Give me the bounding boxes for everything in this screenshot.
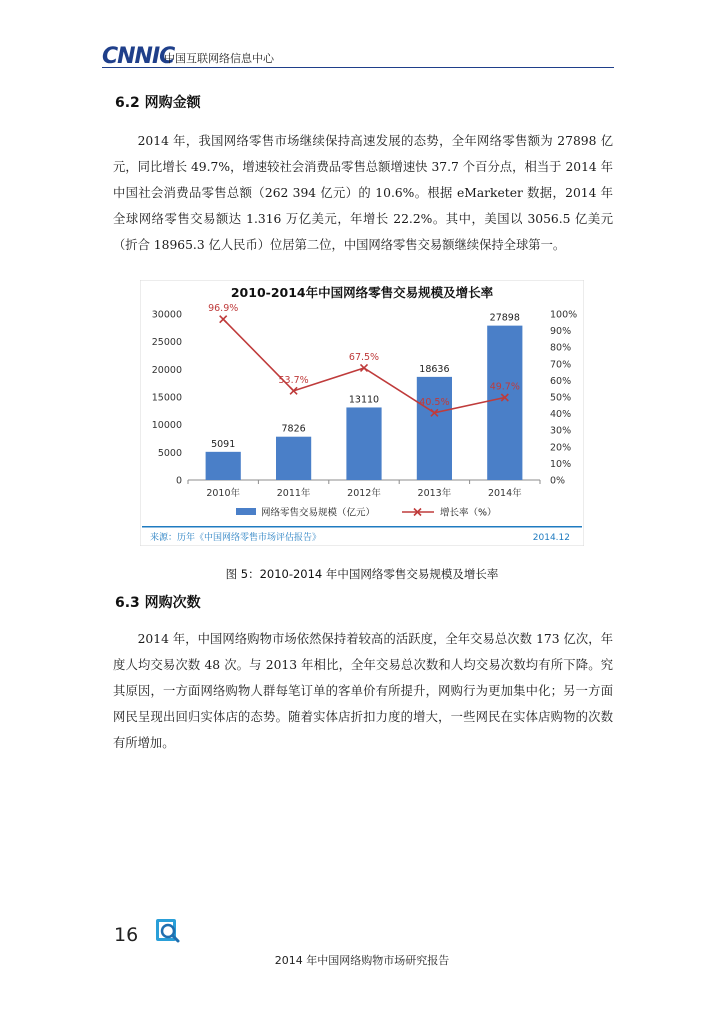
y2-tick-label: 60% [550,375,572,387]
chart-figure [140,280,584,546]
legend-bar-label: 网络零售交易规模（亿元） [261,507,376,519]
x-tick-label: 2011年 [276,488,311,499]
bar [417,377,452,480]
bar-value-label: 18636 [419,363,450,375]
y-tick-label: 10000 [151,420,182,432]
y-tick-label: 20000 [151,364,182,376]
magnifier-report-icon [155,918,181,944]
growth-rate-label: 67.5% [348,351,380,363]
growth-rate-label: 49.7% [489,381,520,393]
y2-tick-label: 80% [550,342,572,354]
growth-rate-label: 40.5% [419,396,450,408]
bar-value-label: 7826 [281,423,306,435]
y2-tick-label: 30% [550,425,572,437]
bar-value-label: 13110 [348,394,380,406]
cnnic-logo: CNNIC [102,44,175,69]
y2-tick-label: 100% [550,309,578,321]
bar [346,407,381,480]
y2-tick-label: 50% [550,392,572,404]
bar [276,437,311,480]
legend-line-label: 增长率（%） [440,507,497,519]
organization-name: 中国互联网络信息中心 [164,52,274,65]
bar-value-label: 5091 [211,438,236,450]
x-tick-label: 2010年 [206,488,241,499]
section-title-6-3: 6.3 网购次数 [115,595,201,611]
bar [206,452,241,480]
y-tick-label: 5000 [157,447,182,459]
x-tick-label: 2012年 [347,488,381,499]
header-divider [102,67,614,68]
page-header [102,44,614,68]
y-tick-label: 15000 [151,392,182,404]
y-tick-label: 0 [175,475,182,487]
growth-rate-label: 53.7% [278,374,309,386]
chart-date: 2014.12 [532,533,570,543]
y2-tick-label: 20% [550,442,572,454]
chart-svg [140,280,584,546]
y-tick-label: 25000 [151,337,182,349]
chart-source-divider [142,526,582,528]
y2-tick-label: 10% [550,458,572,470]
y2-tick-label: 40% [550,409,572,421]
section-6-2-paragraph: 2014 年，我国网络零售市场继续保持高速发展的态势，全年网络零售额为 27898 亿元，同比增长 49.7%，增速较社会消费品零售总额增速快 37.7 个百分点，相当于 2014 年中国社会消费品零售总额（262 394 亿元）的 10.6%。根据 eMarketer 数据，2014 年全球网络零售交易额达 1.316 万亿美元，年增长 22.2%。其中，美国以 3056.5 亿美元（折合 18965.3 亿人民币）位居第二位，中国网络零售交易额继续保持全球第一。 [113,134,613,252]
bar-value-label: 27898 [489,312,520,324]
bar [487,326,522,480]
x-tick-label: 2013年 [417,488,452,499]
y2-tick-label: 70% [550,359,572,371]
section-title-6-2: 6.2 网购金额 [115,95,201,111]
section-6-3-paragraph: 2014 年，中国网络购物市场依然保持着较高的活跃度，全年交易总次数 173 亿次，年度人均交易次数 48 次。与 2013 年相比，全年交易总次数和人均交易次数均有所下降。究其原因，一方面网络购物人群每笔订单的客单价有所提升，网购行为更加集中化；另一方面网民呈现出回归实体店的态势。随着实体店折扣力度的增大，一些网民在实体店购物的次数有所增加。 [113,632,613,750]
y2-tick-label: 0% [550,475,566,487]
x-tick-label: 2014年 [487,488,522,499]
figure-caption: 图 5：2010-2014 年中国网络零售交易规模及增长率 [225,567,499,581]
report-title: 2014 年中国网络购物市场研究报告 [274,954,450,967]
y-tick-label: 30000 [151,309,182,321]
page-number: 16 [114,924,139,946]
chart-title: 2010-2014年中国网络零售交易规模及增长率 [230,285,494,300]
chart-source: 来源：历年《中国网络零售市场评估报告》 [150,533,322,543]
legend-bar-swatch [236,508,256,515]
growth-rate-label: 96.9% [208,303,239,315]
y2-tick-label: 90% [550,326,572,338]
